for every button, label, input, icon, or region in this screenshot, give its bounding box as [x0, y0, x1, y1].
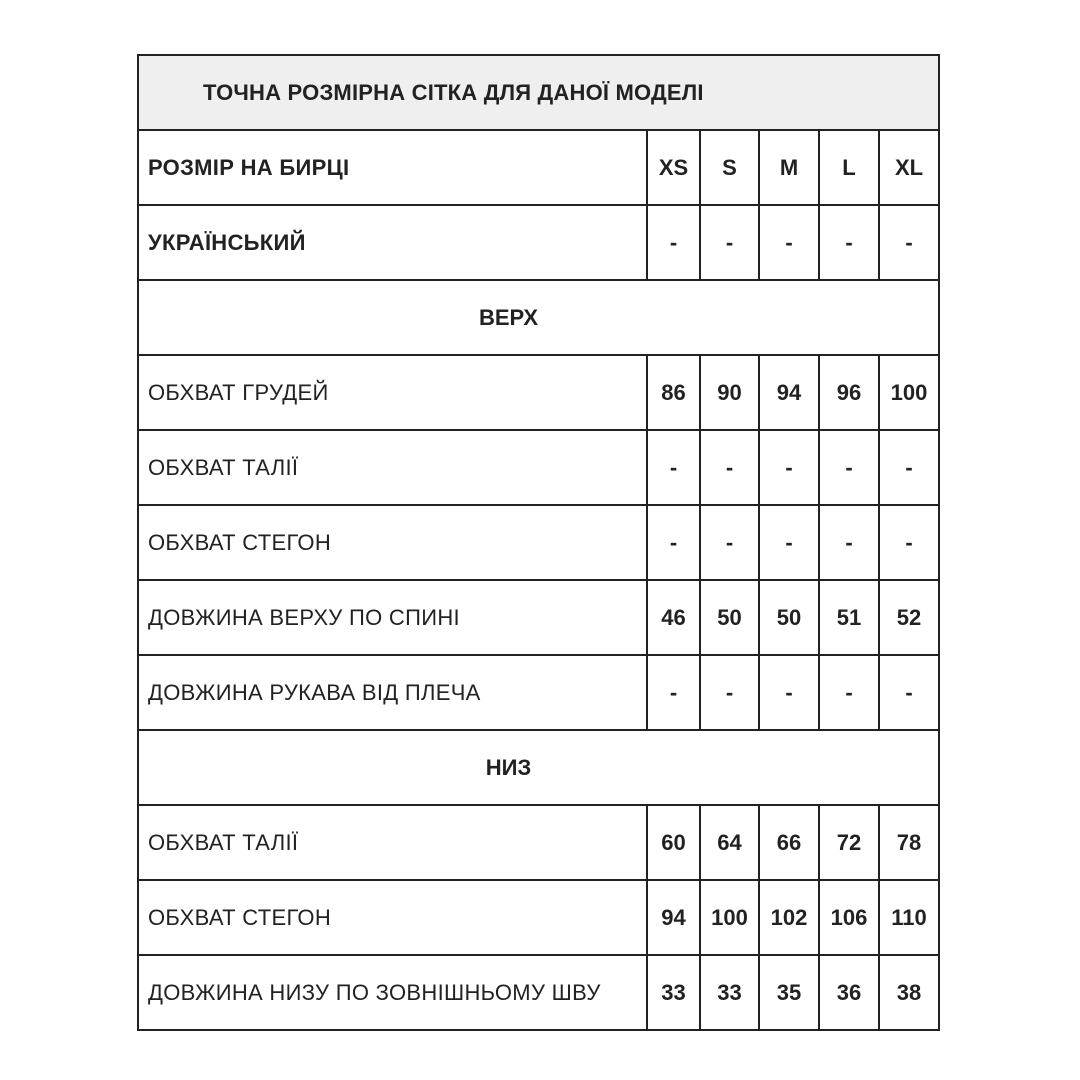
- measurement-value: 106: [819, 880, 879, 955]
- measurement-value: -: [759, 430, 819, 505]
- size-header-label: РОЗМІР НА БИРЦІ: [138, 130, 647, 205]
- section-title-bottom: [138, 730, 939, 805]
- table-row: [138, 655, 939, 730]
- measurement-value: 38: [879, 955, 939, 1030]
- table-row: [138, 430, 939, 505]
- measurement-value: 33: [700, 955, 759, 1030]
- ukrainian-size-label: УКРАЇНСЬКИЙ: [138, 205, 647, 280]
- size-header-s: S: [700, 130, 759, 205]
- size-header-m: M: [759, 130, 819, 205]
- section-title-top-text: ВЕРХ: [478, 304, 539, 330]
- measurement-label: ОБХВАТ ТАЛІЇ: [138, 805, 647, 880]
- measurement-value: 90: [700, 355, 759, 430]
- measurement-value: -: [819, 430, 879, 505]
- table-row: [138, 580, 939, 655]
- section-title-top: [138, 280, 939, 355]
- ukrainian-size-row: [138, 205, 939, 280]
- measurement-value: 96: [819, 355, 879, 430]
- measurement-value: 100: [879, 355, 939, 430]
- measurement-value: 100: [700, 880, 759, 955]
- ukrainian-size-value: -: [879, 205, 939, 280]
- measurement-value: 50: [700, 580, 759, 655]
- measurement-value: -: [647, 430, 700, 505]
- measurement-value: 102: [759, 880, 819, 955]
- ukrainian-size-value: -: [700, 205, 759, 280]
- measurement-value: -: [647, 505, 700, 580]
- table-row: [138, 955, 939, 1030]
- size-header-row: [138, 130, 939, 205]
- measurement-value: 86: [647, 355, 700, 430]
- measurement-value: 35: [759, 955, 819, 1030]
- measurement-value: -: [759, 505, 819, 580]
- measurement-label: ДОВЖИНА РУКАВА ВІД ПЛЕЧА: [138, 655, 647, 730]
- measurement-value: -: [879, 505, 939, 580]
- measurement-value: 94: [647, 880, 700, 955]
- measurement-value: 94: [759, 355, 819, 430]
- section-header-row: [138, 730, 939, 805]
- table-row: [138, 880, 939, 955]
- measurement-label: ОБХВАТ ГРУДЕЙ: [138, 355, 647, 430]
- measurement-value: 51: [819, 580, 879, 655]
- measurement-value: 64: [700, 805, 759, 880]
- measurement-value: 60: [647, 805, 700, 880]
- ukrainian-size-value: -: [759, 205, 819, 280]
- measurement-value: -: [700, 655, 759, 730]
- ukrainian-size-value: -: [819, 205, 879, 280]
- measurement-value: 66: [759, 805, 819, 880]
- table-row: [138, 355, 939, 430]
- measurement-value: -: [819, 655, 879, 730]
- table-row: [138, 505, 939, 580]
- measurement-value: -: [700, 430, 759, 505]
- measurement-value: -: [647, 655, 700, 730]
- measurement-value: 78: [879, 805, 939, 880]
- measurement-value: -: [759, 655, 819, 730]
- table-title: ТОЧНА РОЗМІРНА СІТКА ДЛЯ ДАНОЇ МОДЕЛІ: [138, 55, 939, 130]
- size-header-xs: XS: [647, 130, 700, 205]
- measurement-value: 33: [647, 955, 700, 1030]
- measurement-label: ОБХВАТ СТЕГОН: [138, 880, 647, 955]
- size-header-l: L: [819, 130, 879, 205]
- measurement-label: ОБХВАТ ТАЛІЇ: [138, 430, 647, 505]
- measurement-value: 46: [647, 580, 700, 655]
- table-row: [138, 805, 939, 880]
- measurement-label: ОБХВАТ СТЕГОН: [138, 505, 647, 580]
- measurement-value: -: [879, 655, 939, 730]
- measurement-value: -: [879, 430, 939, 505]
- measurement-label: ДОВЖИНА НИЗУ ПО ЗОВНІШНЬОМУ ШВУ: [138, 955, 647, 1030]
- measurement-value: 50: [759, 580, 819, 655]
- measurement-value: 52: [879, 580, 939, 655]
- section-title-bottom-text: НИЗ: [485, 754, 532, 780]
- size-chart-table: [137, 54, 940, 1031]
- measurement-label: ДОВЖИНА ВЕРХУ ПО СПИНІ: [138, 580, 647, 655]
- measurement-value: 110: [879, 880, 939, 955]
- measurement-value: -: [819, 505, 879, 580]
- size-header-xl: XL: [879, 130, 939, 205]
- measurement-value: -: [700, 505, 759, 580]
- ukrainian-size-value: -: [647, 205, 700, 280]
- section-header-row: [138, 280, 939, 355]
- measurement-value: 72: [819, 805, 879, 880]
- table-title-row: [138, 55, 939, 130]
- measurement-value: 36: [819, 955, 879, 1030]
